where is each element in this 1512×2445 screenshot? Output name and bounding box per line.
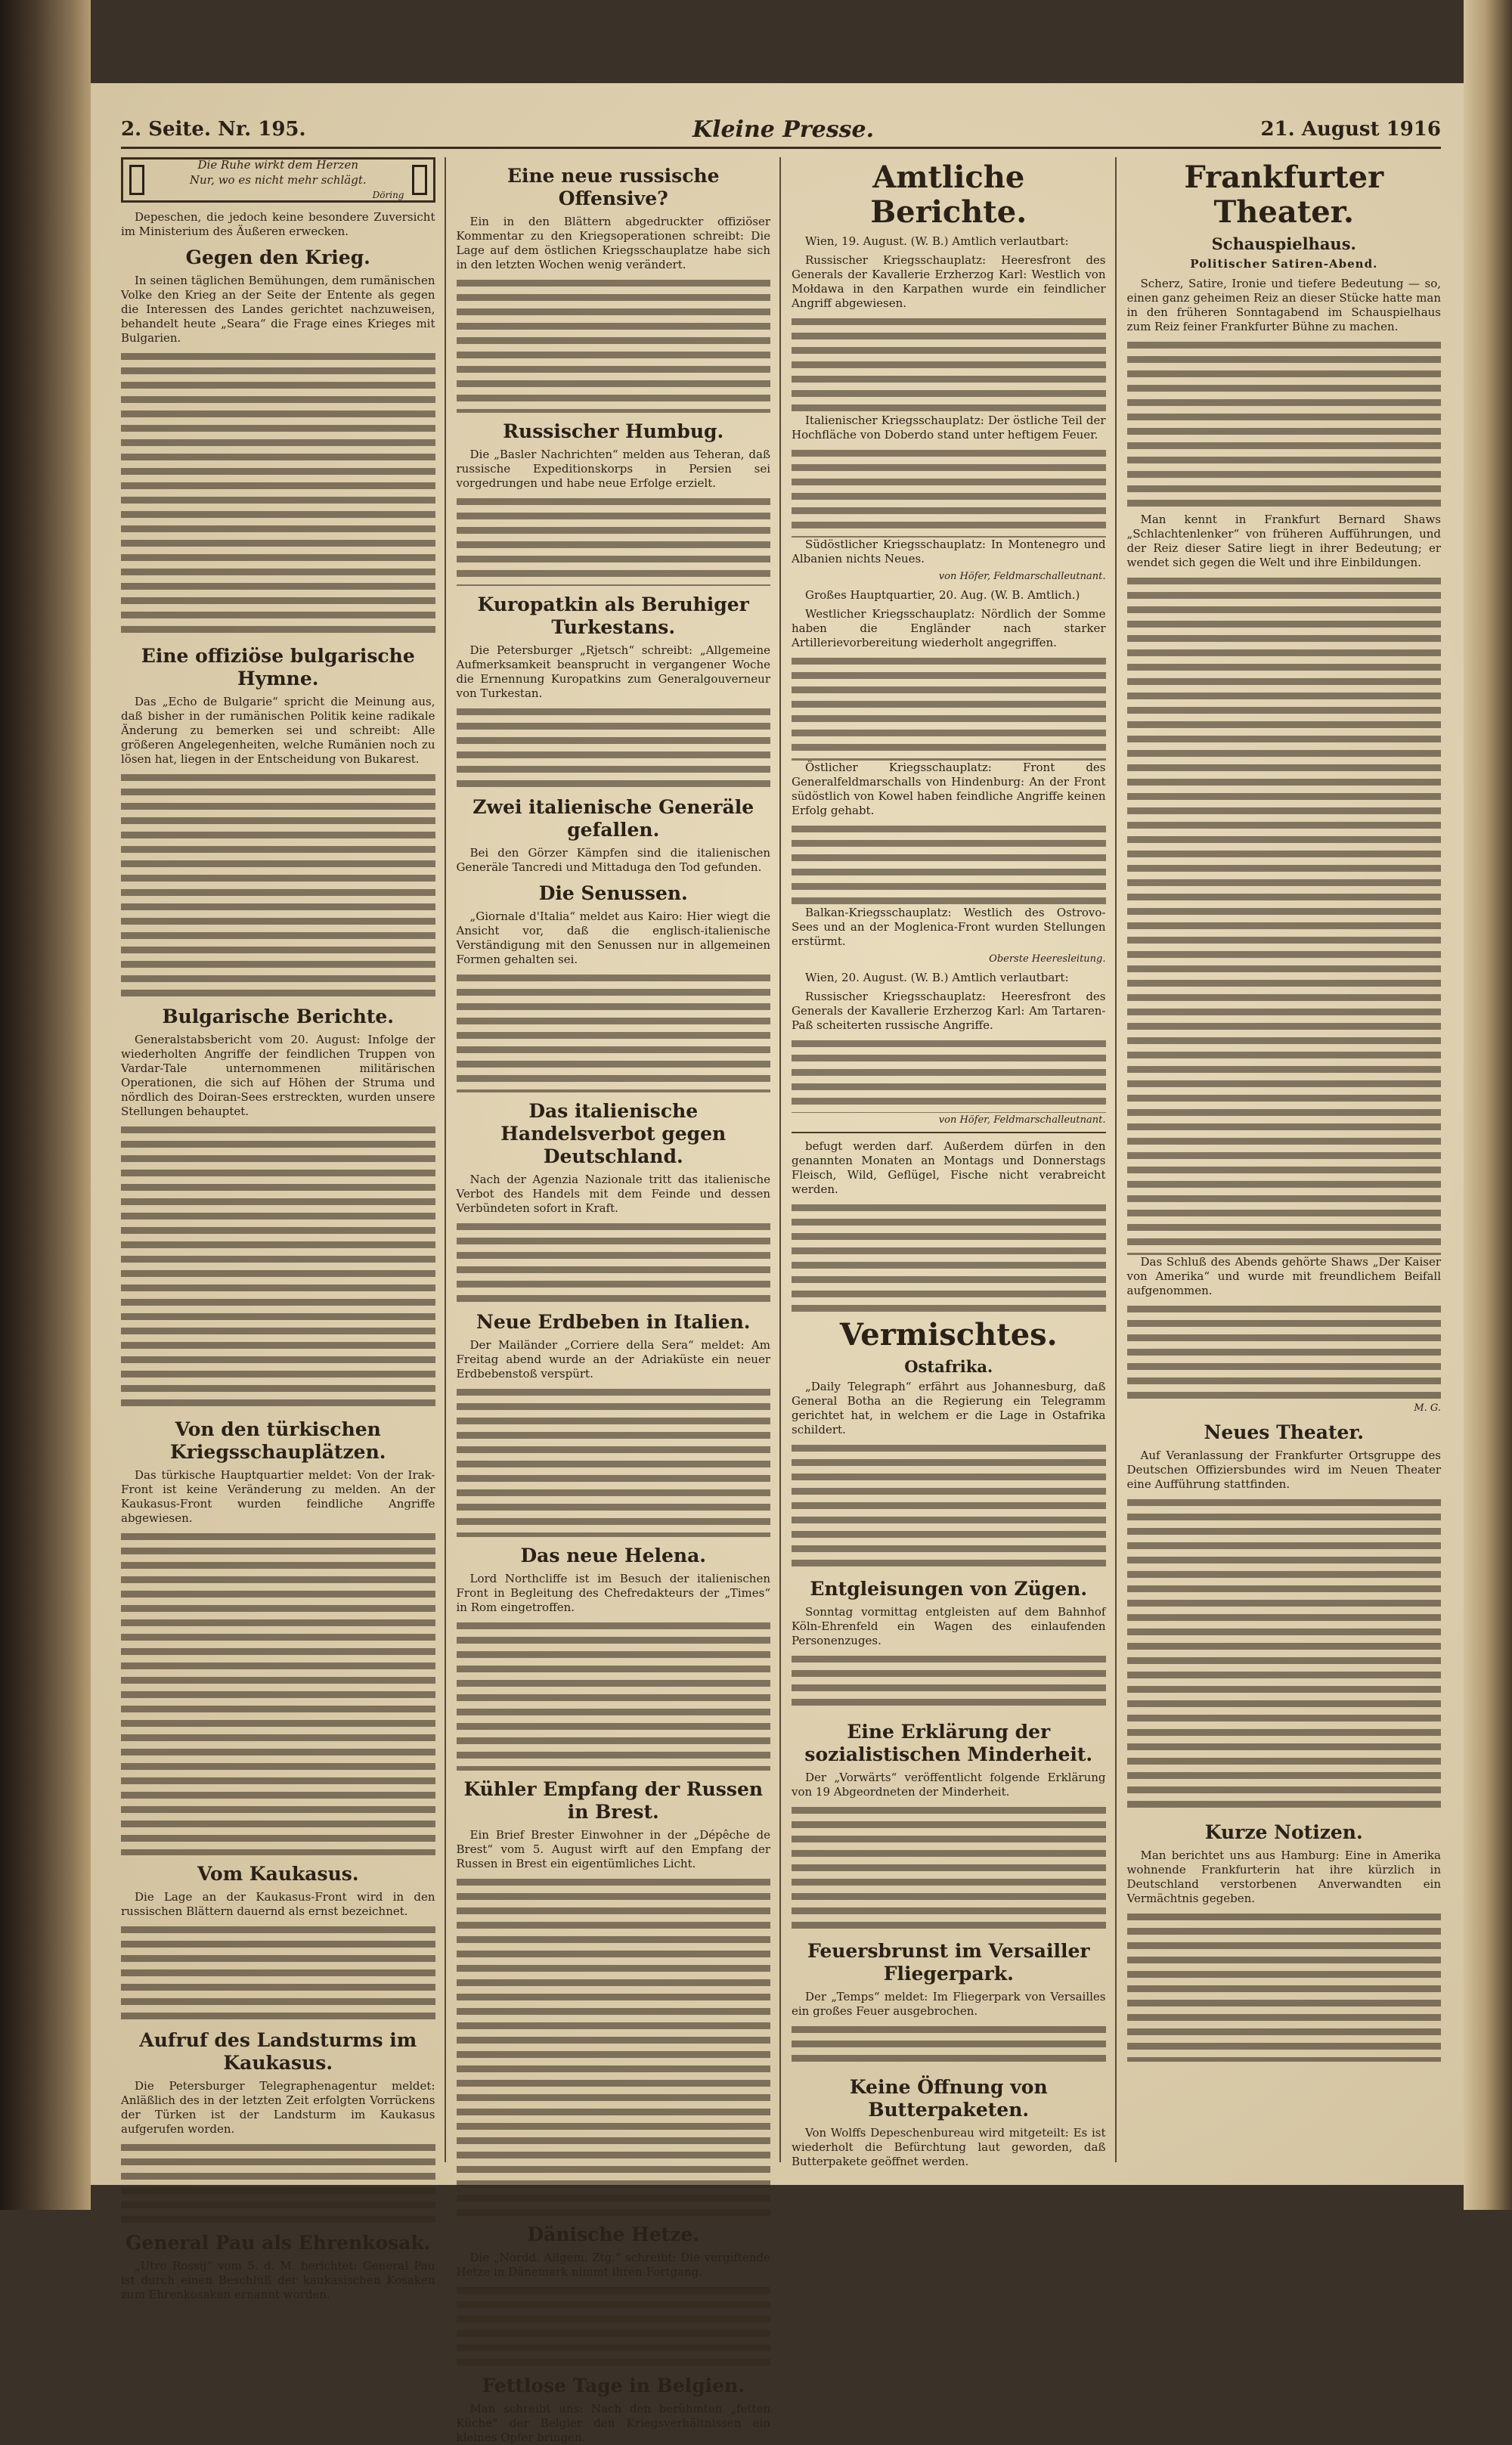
article-text: In seinen täglichen Bemühungen, dem rumänischen Volke den Krieg an der Seite der Entente als gegen die Interessen des Landes gerichtet nachzuweisen, behandelt heute „Seara“ die Frage eines Krieges mit Bulgarien. — [121, 274, 435, 345]
headline-aufruf-landsturm: Aufruf des Landsturms im Kaukasus. — [139, 2029, 417, 2074]
review-signature: M. G. — [1414, 1402, 1441, 1414]
review-text-block — [1127, 1303, 1442, 1401]
headline-russische-offensive: Eine neue russische Offensive? — [507, 165, 720, 209]
headline-gegen-krieg: Gegen den Krieg. — [185, 246, 370, 268]
review-text-block — [1127, 575, 1442, 1255]
article-text: Man schreibt uns: Nach den berühmten „fetten Küche“ der Belgier den Kriegsverhältnissen ein kleines Opfer bringen. — [456, 2402, 770, 2444]
article-text-block — [121, 1123, 435, 1411]
article-text: Der „Vorwärts“ veröffentlicht folgende Erklärung von 19 Abgeordneten der Minderheit. — [792, 1771, 1106, 1799]
report-text-block — [792, 447, 1106, 538]
article-text-block — [792, 1804, 1106, 1932]
article-text: Die Petersburger Telegraphenagentur meldet: Anläßlich des in der letzten Zeit erfolgten Vorrückens der Türken ist der Landsturm im Kaukasus aufgerufen worden. — [121, 2079, 435, 2136]
article-text: Generalstabsbericht vom 20. August: Infolge der wiederholten Angriffe der feindlichen Truppen von Vardar-Tale unternommenen militärischen Operationen, die sich auf Höhen der Struma und nördlich des Doiran-Sees erstreckten, wurden unsere Stellungen behauptet. — [121, 1033, 435, 1118]
article-text-block — [121, 350, 435, 637]
headline-entgleisungen: Entgleisungen von Zügen. — [810, 1578, 1088, 1600]
headline-daenische-hetze: Dänische Hetze. — [527, 2223, 699, 2245]
report-text-block — [792, 315, 1106, 414]
headline-neues-theater: Neues Theater. — [1204, 1421, 1365, 1443]
article-text: Der Mailänder „Corriere della Sera“ meldet: Am Freitag abend wurde an der Adriaküste ein neuer Erdbebenstoß verspürt. — [456, 1338, 770, 1381]
article-text-block — [457, 1220, 771, 1303]
article-text-block — [457, 705, 771, 789]
article-text: Sonntag vormittag entgleisten auf dem Bahnhof Köln-Ehrenfeld ein Wagen des einlaufenden Personenzuges. — [792, 1605, 1106, 1647]
report-text-block — [792, 1037, 1106, 1113]
article-text: „Utro Rossij“ vom 5. d. M. berichtet: General Pau ist durch einen Beschluß der kaukasischen Kosaken zum Ehrenkosaken ernannt worden. — [121, 2259, 435, 2301]
article-text-block — [121, 1923, 435, 2022]
article-text-block — [121, 771, 435, 998]
headline-kaukasus: Vom Kaukasus. — [197, 1863, 359, 1885]
article-text-block — [121, 2141, 435, 2224]
article-text: Das türkische Hauptquartier meldet: Von der Irak-Front ist keine Veränderung zu melden. An der Kaukasus-Front wurden feindliche Angriffe abgewiesen. — [121, 1468, 435, 1525]
article-text-block — [121, 1530, 435, 1855]
article-text-block — [457, 2284, 771, 2367]
headline-italienische-generaele: Zwei italienische Generäle gefallen. — [472, 796, 754, 841]
headline-frankfurter-theater: Frankfurter Theater. — [1184, 160, 1384, 230]
report-text: Westlicher Kriegsschauplatz: Nördlich der Somme haben die Engländer nach starker Artillerievorbereitung wiederholt angegriffen. — [792, 607, 1106, 649]
columns — [121, 157, 1441, 2444]
article-text: Von Wolffs Depeschenbureau wird mitgeteilt: Es ist wiederholt die Befürchtung laut geworden, daß Butterpakete geöffnet werden. — [792, 2126, 1106, 2168]
headline-russischer-humbug: Russischer Humbug. — [503, 420, 724, 442]
subheadline-schauspielhaus: Schauspielhaus. — [1211, 234, 1356, 253]
paper-title: Kleine Presse. — [692, 116, 875, 143]
newspaper-page — [91, 83, 1464, 2444]
headline-erklaerung: Eine Erklärung der sozialistischen Minderheit. — [804, 1721, 1093, 1765]
motto-ornament-right — [412, 165, 427, 195]
motto-ornament-left — [129, 165, 144, 195]
article-text-block — [792, 2023, 1106, 2068]
headline-hymne: Eine offiziöse bulgarische Hymne. — [141, 645, 415, 689]
headline-feuersbrunst: Feuersbrunst im Versailler Fliegerpark. — [807, 1940, 1090, 1985]
article-text: Bei den Görzer Kämpfen sind die italienischen Generäle Tancredi und Mittaduga den Tod gefunden. — [456, 846, 770, 874]
article-text-block — [457, 971, 771, 1092]
motto-signature: Döring — [372, 190, 404, 200]
article-text: Das „Echo de Bulgarie“ spricht die Meinung aus, daß bisher in der rumänischen Politik keine radikale Änderung zu bemerken sei und schreibt: Alle größeren Angelegenheiten, welche Rumänien noch zu lösen hat, liegen in der Entscheidung von Bukarest. — [121, 695, 435, 766]
dateline: Großes Hauptquartier, 20. Aug. (W. B. Amtlich.) — [805, 588, 1080, 602]
issue-date: 21. August 1916 — [1260, 118, 1441, 141]
article-text-block — [457, 1619, 771, 1771]
article-text-block — [457, 1386, 771, 1537]
article-text-block — [457, 277, 771, 413]
next-page-edge — [1464, 0, 1512, 2210]
headline-kuropatkin: Kuropatkin als Beruhiger Turkestans. — [477, 593, 749, 638]
review-text: Man kennt in Frankfurt Bernard Shaws „Schlachtenlenker“ von früheren Aufführungen, und der Reiz dieser Satire liegt in ihrer Bedeutung; er wendet sich gegen die Welt und ihre Einbildungen. — [1126, 513, 1441, 569]
article-text: Ein in den Blättern abgedruckter offiziöser Kommentar zu den Kriegsoperationen schreibt: Die Lage auf dem östlichen Kriegsschauplatze habe sich in den letzten Wochen wenig verändert. — [456, 215, 770, 271]
article-text-block — [792, 1442, 1106, 1570]
headline-bulgarische-berichte: Bulgarische Berichte. — [162, 1006, 394, 1027]
headline-fettlose-tage: Fettlose Tage in Belgien. — [482, 2375, 745, 2397]
motto-box — [121, 157, 435, 203]
divider — [792, 1132, 1106, 1133]
report-text: Balkan-Kriegsschauplatz: Westlich des Ostrovo-Sees und an der Moglenica-Front wurden Stellungen erstürmt. — [792, 906, 1106, 948]
article-text: befugt werden darf. Außerdem dürfen in den genannten Monaten an Montags und Donnerstags Fleisch, Wild, Geflügel, Fische nicht verabreicht werden. — [792, 1139, 1106, 1196]
article-text: Nach der Agenzia Nazionale tritt das italienische Verbot des Handels mit dem Feinde und dessen Verbündeten sofort in Kraft. — [456, 1173, 770, 1215]
article-text: Die „Basler Nachrichten“ melden aus Teheran, daß russische Expeditionskorps in Persien sei vorgedrungen und habe neue Erfolge erzielt. — [456, 448, 770, 490]
headline-kuehler-empfang: Kühler Empfang der Russen in Brest. — [463, 1778, 764, 1823]
article-text-block — [1127, 1496, 1442, 1814]
review-text: Scherz, Satire, Ironie und tiefere Bedeutung — so, einen ganz geheimen Reiz an dieser Stücke hatte man in den früheren Sonntagabend im Schauspielhaus zum Reiz feiner Frankfurter Bühne zu machen. — [1126, 277, 1441, 333]
masthead — [121, 112, 1441, 149]
report-signature: von Höfer, Feldmarschalleutnant. — [938, 571, 1106, 582]
review-text-block — [1127, 339, 1442, 513]
article-text: Der „Temps“ meldet: Im Fliegerpark von Versailles ein großes Feuer ausgebrochen. — [792, 1990, 1106, 2018]
headline-neue-helena: Das neue Helena. — [520, 1545, 707, 1566]
article-text-block — [792, 1201, 1106, 1315]
headline-kurze-notizen: Kurze Notizen. — [1204, 1821, 1363, 1843]
article-text: Ein Brief Brester Einwohner in der „Dépêche de Brest“ vom 5. August wirft auf den Empfang der Russen in Brest ein eigentümliches Licht. — [456, 1828, 770, 1870]
article-text: Auf Veranlassung der Frankfurter Ortsgruppe des Deutschen Offiziersbundes wird im Neuen Theater eine Aufführung stattfinden. — [1126, 1449, 1441, 1491]
headline-ostafrika: Ostafrika. — [904, 1357, 993, 1376]
column-1 — [121, 157, 446, 2301]
intro-paragraph: Depeschen, die jedoch keine besondere Zuversicht im Ministerium des Äußeren erwecken. — [121, 210, 435, 238]
report-text: Russischer Kriegsschauplatz: Heeresfront des Generals der Kavallerie Erzherzog Karl: Am Tartaren-Paß scheiterten russische Angriffe. — [792, 990, 1106, 1032]
article-text-block — [792, 1653, 1106, 1713]
report-text: Östlicher Kriegsschauplatz: Front des Generalfeldmarschalls von Hindenburg: An der Front südöstlich von Kowel haben feindliche Angriffe keinen Erfolg gehabt. — [792, 761, 1106, 817]
headline-general-pau: General Pau als Ehrenkosak. — [125, 2232, 431, 2254]
article-text: Die Petersburger „Rjetsch“ schreibt: „Allgemeine Aufmerksamkeit beansprucht in vergangener Woche die Ernennung Kuropatkins zum Generalgouverneur von Turkestan. — [456, 643, 770, 700]
report-text-block — [792, 823, 1106, 906]
article-text: Man berichtet uns aus Hamburg: Eine in Amerika wohnende Frankfurterin hat ihre kürzlich in Deutschland verstorbenen Anverwandten ein Vermächtnis gegeben. — [1126, 1848, 1441, 1905]
column-3 — [792, 157, 1117, 2168]
article-text: „Giornale d'Italia“ meldet aus Kairo: Hier wiegt die Ansicht vor, daß die englisch-italienische Verständigung mit den Senussen nur in allgemeinen Formen gehalten sei. — [456, 910, 770, 966]
dateline: Wien, 19. August. (W. B.) Amtlich verlautbart: — [805, 234, 1069, 248]
headline-butterpakete: Keine Öffnung von Butterpaketen. — [849, 2076, 1048, 2121]
report-text: Russischer Kriegsschauplatz: Heeresfront des Generals der Kavallerie Erzherzog Karl: Westlich von Mołdawa in den Karpathen wurde ein feindlicher Angriff abgewiesen. — [792, 253, 1106, 310]
headline-handelsverbot: Das italienische Handelsverbot gegen Deutschland. — [500, 1100, 727, 1167]
article-text-block — [457, 1876, 771, 2216]
article-text-block — [457, 495, 771, 586]
headline-vermischtes: Vermischtes. — [839, 1317, 1058, 1353]
column-2 — [456, 157, 782, 2444]
review-text: Das Schluß des Abends gehörte Shaws „Der Kaiser von Amerika“ und wurde mit freundlichem Beifall aufgenommen. — [1126, 1255, 1441, 1297]
page-number: 2. Seite. Nr. 195. — [121, 118, 306, 141]
article-text-block — [1127, 1910, 1442, 2062]
dateline: Wien, 20. August. (W. B.) Amtlich verlautbart: — [805, 971, 1069, 984]
report-text: Italienischer Kriegsschauplatz: Der östliche Teil der Hochfläche von Doberdo stand unter heftigem Feuer. — [792, 414, 1106, 442]
article-text: Die Lage an der Kaukasus-Front wird in den russischen Blättern dauernd als ernst bezeichnet. — [121, 1890, 435, 1918]
motto-text: Die Ruhe wirkt dem Herzen Nur, wo es nicht mehr schlägt. Döring — [144, 157, 412, 203]
article-text: „Daily Telegraph“ erfährt aus Johannesburg, daß General Botha an die Regierung ein Telegramm gerichtet hat, in welchem er die Lage in Ostafrika schildert. — [792, 1380, 1106, 1436]
headline-tuerkische-kriegsschauplaetze: Von den türkischen Kriegsschauplätzen. — [170, 1418, 386, 1463]
article-text: Die „Nordd. Allgem. Ztg.“ schreibt: Die vergiftende Hetze in Dänemark nimmt ihren Fortgang. — [456, 2251, 770, 2279]
headline-amtliche-berichte: Amtliche Berichte. — [870, 160, 1027, 230]
headline-erdbeben: Neue Erdbeben in Italien. — [476, 1311, 751, 1333]
article-text: Lord Northcliffe ist im Besuch der italienischen Front in Begleitung des Chefredakteurs der „Times“ in Rom eingetroffen. — [456, 1572, 770, 1614]
headline-senussen: Die Senussen. — [538, 882, 688, 904]
column-4 — [1127, 157, 1442, 2162]
report-signature: Oberste Heeresleitung. — [989, 953, 1106, 965]
book-binding — [0, 0, 91, 2210]
report-text: Südöstlicher Kriegsschauplatz: In Montenegro und Albanien nichts Neues. — [792, 538, 1106, 566]
report-text-block — [792, 655, 1106, 761]
subheadline-satiren-abend: Politischer Satiren-Abend. — [1190, 257, 1378, 271]
report-signature: von Höfer, Feldmarschalleutnant. — [938, 1114, 1106, 1126]
